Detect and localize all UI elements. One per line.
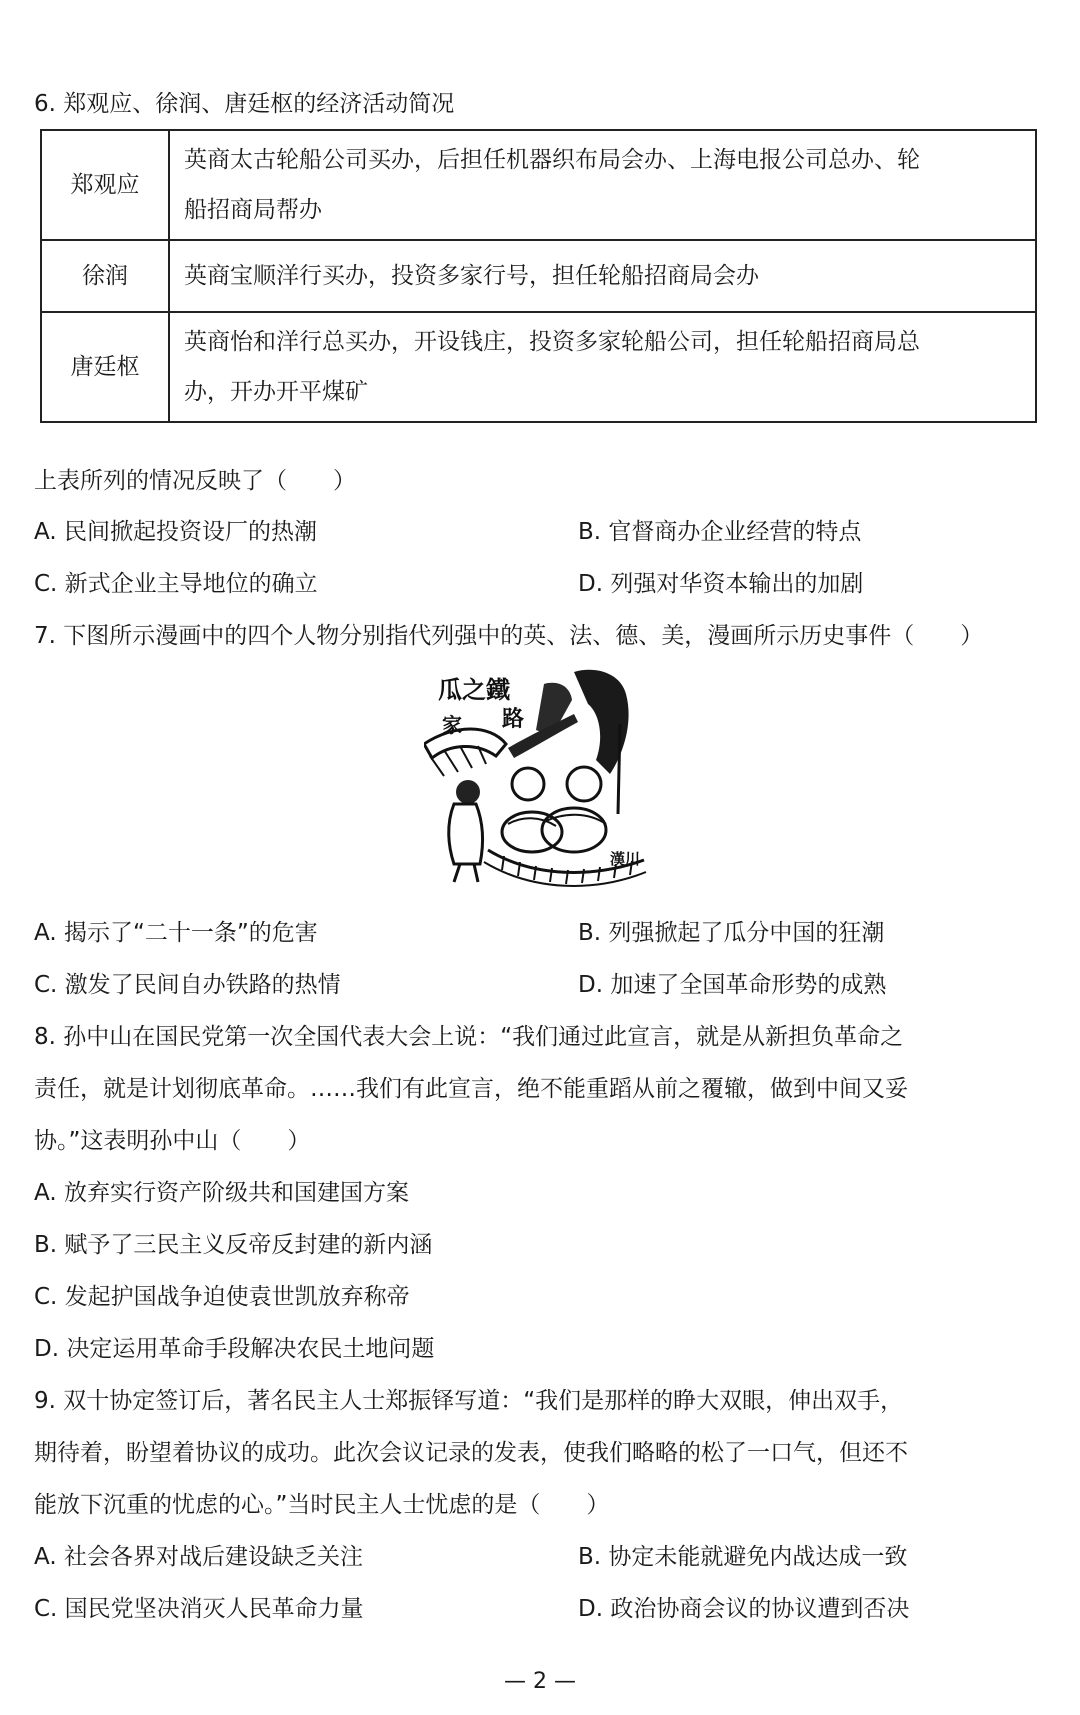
q8-stem-line: 责任，就是计划彻底革命。……我们有此宣言，绝不能重蹈从前之覆辙，做到中间又妥 [34, 1076, 908, 1102]
cartoon-illustration [424, 664, 650, 894]
q9-option-c: C. 国民党坚决消灭人民革命力量 [34, 1596, 364, 1622]
desc-line: 英商怡和洋行总买办，开设钱庄，投资多家轮船公司，担任轮船招商局总 [184, 329, 920, 355]
q8-option-a: A. 放弃实行资产阶级共和国建国方案 [34, 1180, 409, 1206]
q6-option-c: C. 新式企业主导地位的确立 [34, 571, 318, 597]
desc-line: 办，开办开平煤矿 [184, 379, 368, 405]
table-cell-name: 郑观应 [41, 130, 169, 240]
desc-line: 英商宝顺洋行买办，投资多家行号，担任轮船招商局会办 [184, 263, 759, 289]
q6-option-a: A. 民间掀起投资设厂的热潮 [34, 519, 317, 545]
q7-option-c: C. 激发了民间自办铁路的热情 [34, 972, 341, 998]
q7-stem: 7. 下图所示漫画中的四个人物分别指代列强中的英、法、德、美，漫画所示历史事件（ ） [34, 623, 984, 649]
q9-stem-line: 能放下沉重的忧虑的心。”当时民主人士忧虑的是（ ） [34, 1492, 610, 1518]
q9-stem-line: 期待着，盼望着协议的成功。此次会议记录的发表，使我们略略的松了一口气，但还不 [34, 1440, 908, 1466]
cartoon-text-title: 瓜之鐵 [438, 675, 510, 704]
q6-question: 上表所列的情况反映了（ ） [34, 468, 356, 494]
desc-line: 船招商局帮办 [184, 197, 322, 223]
q6-table [40, 129, 1037, 423]
q7-option-d: D. 加速了全国革命形势的成熟 [578, 972, 887, 998]
table-row [41, 240, 1036, 312]
q9-option-b: B. 协定未能就避免内战达成一致 [578, 1544, 908, 1570]
desc-line: 英商太古轮船公司买办，后担任机器织布局会办、上海电报公司总办、轮 [184, 147, 920, 173]
table-cell-desc [169, 240, 1036, 312]
q6-stem: 6. 郑观应、徐润、唐廷枢的经济活动简况 [34, 91, 455, 117]
q9-stem-line: 9. 双十协定签订后，著名民主人士郑振铎写道：“我们是那样的睁大双眼，伸出双手， [34, 1388, 904, 1414]
table-cell-desc [169, 312, 1036, 422]
q9-option-a: A. 社会各界对战后建设缺乏关注 [34, 1544, 363, 1570]
q6-option-d: D. 列强对华资本输出的加剧 [578, 571, 864, 597]
table-row [41, 312, 1036, 422]
table-cell-desc [169, 130, 1036, 240]
q9-option-d: D. 政治协商会议的协议遭到否决 [578, 1596, 910, 1622]
cartoon-text-hankou: 漢川 [610, 850, 641, 868]
q6-option-b: B. 官督商办企业经营的特点 [578, 519, 862, 545]
q8-stem-line: 协。”这表明孙中山（ ） [34, 1128, 311, 1154]
q7-option-b: B. 列强掀起了瓜分中国的狂潮 [578, 920, 885, 946]
cartoon-text-side: 家 [442, 713, 462, 737]
cartoon-text-road: 路 [502, 706, 525, 732]
q8-option-c: C. 发起护国战争迫使袁世凯放弃称帝 [34, 1284, 410, 1310]
page-number: — 2 — [504, 1669, 576, 1694]
table-cell-name: 唐廷枢 [41, 312, 169, 422]
q8-stem-line: 8. 孙中山在国民党第一次全国代表大会上说：“我们通过此宣言，就是从新担负革命之 [34, 1024, 904, 1050]
q8-option-b: B. 赋予了三民主义反帝反封建的新内涵 [34, 1232, 433, 1258]
table-cell-name: 徐润 [41, 240, 169, 312]
q7-option-a: A. 揭示了“二十一条”的危害 [34, 920, 318, 946]
q8-option-d: D. 决定运用革命手段解决农民土地问题 [34, 1336, 435, 1362]
table-row [41, 130, 1036, 240]
